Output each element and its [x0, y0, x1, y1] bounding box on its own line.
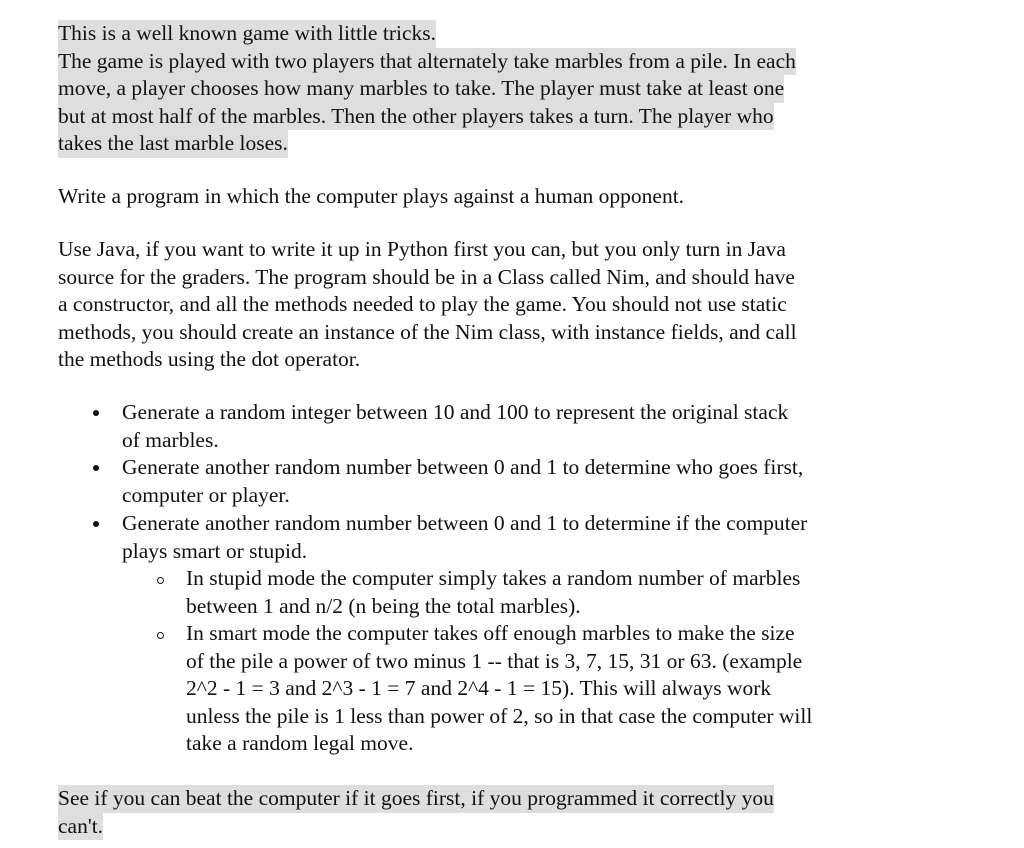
bullet-line: Generate a random integer between 10 and 100 to represent the original stack	[122, 400, 789, 424]
intro-line: The game is played with two players that alternately take marbles from a pile. In each	[58, 48, 796, 76]
requirements-line: Use Java, if you want to write it up in Python first you can, but you only turn in Java	[58, 237, 786, 261]
bullet-line: of marbles.	[122, 427, 219, 452]
intro-line: takes the last marble loses.	[58, 130, 288, 158]
intro-line: This is a well known game with little tricks.	[58, 20, 436, 48]
sub-bullet-line: In smart mode the computer takes off enough marbles to make the size	[186, 621, 795, 645]
bullet-dot-icon	[93, 465, 99, 471]
closing-line: See if you can beat the computer if it goes first, if you programmed it correctly you	[58, 785, 774, 813]
requirements-line: source for the graders. The program should be in a Class called Nim, and should have	[58, 264, 795, 289]
sub-bullet-line: unless the pile is 1 less than power of 2, so in that case the computer will	[186, 703, 813, 728]
requirements-line: a constructor, and all the methods needed to play the game. You should not use static	[58, 292, 787, 316]
hollow-circle-bullet-icon	[157, 577, 164, 584]
closing-line: can't.	[58, 813, 103, 841]
hollow-circle-bullet-icon	[157, 632, 164, 639]
requirements-line: the methods using the dot operator.	[58, 347, 361, 371]
sub-bullet-line: of the pile a power of two minus 1 -- that is 3, 7, 15, 31 or 63. (example	[186, 648, 803, 673]
intro-line: but at most half of the marbles. Then the other players takes a turn. The player who	[58, 103, 774, 131]
sub-bullet-line: In stupid mode the computer simply takes a random number of marbles	[186, 566, 801, 590]
sub-bullet-line: 2^2 - 1 = 3 and 2^3 - 1 = 7 and 2^4 - 1 = 15). This will always work	[186, 676, 772, 700]
bullet-dot-icon	[93, 410, 99, 416]
bullet-line: Generate another random number between 0 and 1 to determine if the computer	[122, 511, 808, 535]
sub-bullet-line: take a random legal move.	[186, 731, 414, 755]
intro-line: move, a player chooses how many marbles to take. The player must take at least one	[58, 75, 784, 103]
bullet-line: Generate another random number between 0 and 1 to determine who goes first,	[122, 455, 804, 479]
bullet-line: plays smart or stupid.	[122, 538, 308, 563]
requirements-line: methods, you should create an instance of the Nim class, with instance fields, and call	[58, 319, 797, 344]
bullet-line: computer or player.	[122, 482, 290, 507]
sub-bullet-line: between 1 and n/2 (n being the total marbles).	[186, 593, 581, 618]
bullet-dot-icon	[93, 521, 99, 527]
task-line: Write a program in which the computer plays against a human opponent.	[58, 184, 685, 208]
